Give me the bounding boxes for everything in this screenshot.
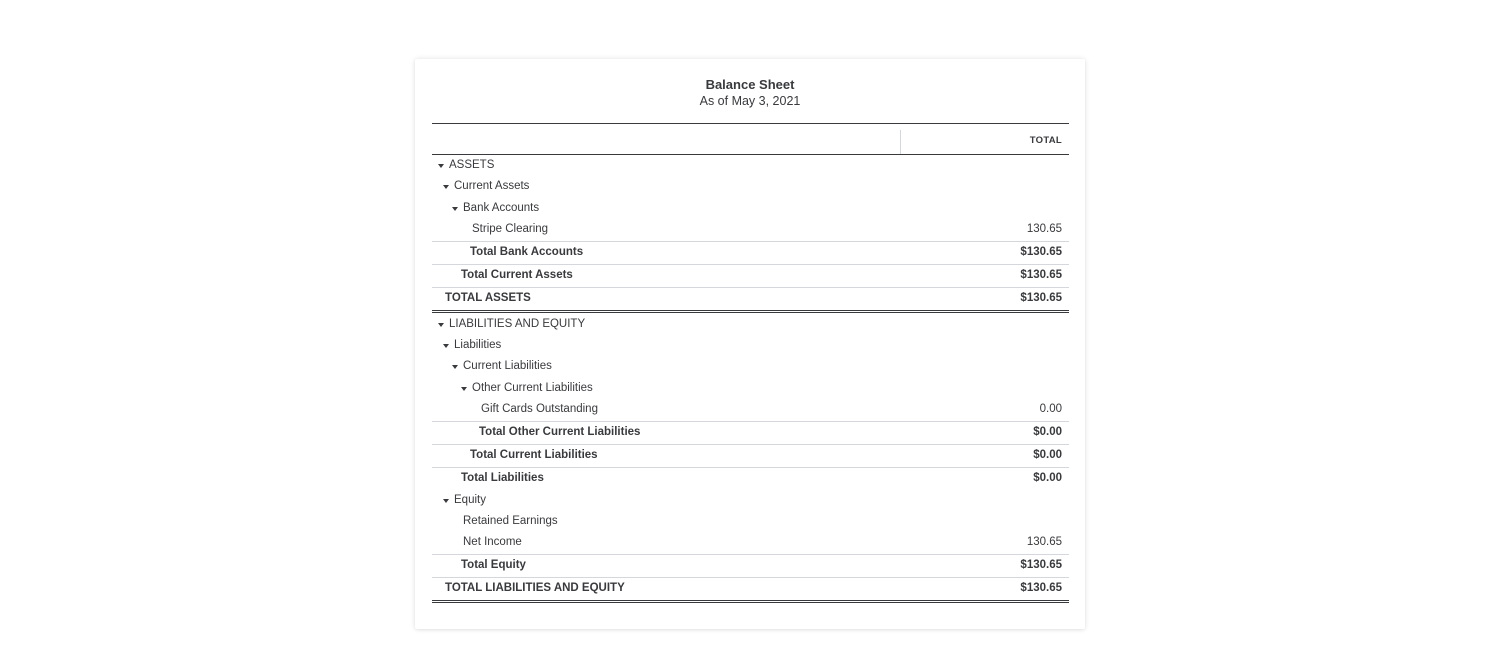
account-row-net-income[interactable]	[432, 532, 1069, 554]
row-label: Total Bank Accounts	[470, 245, 584, 258]
total-row-assets	[432, 287, 1069, 313]
row-label: Net Income	[463, 536, 522, 549]
row-label: ASSETS	[449, 159, 495, 171]
row-label: LIABILITIES AND EQUITY	[449, 317, 586, 330]
row-value[interactable]: 130.65	[1026, 536, 1062, 549]
total-row-liabilities-and-equity	[432, 577, 1069, 603]
section-row-liabilities-and-equity[interactable]	[432, 314, 1069, 335]
total-row-other-current-liabilities	[432, 422, 1069, 444]
balance-sheet-table	[432, 123, 1069, 603]
row-label: Current Liabilities	[463, 360, 552, 373]
total-row-liabilities	[432, 467, 1069, 490]
report-date: As of May 3, 2021	[699, 94, 801, 108]
row-value[interactable]: 130.65	[1026, 223, 1062, 236]
collapse-caret-icon[interactable]	[438, 164, 444, 168]
row-label: Bank Accounts	[463, 201, 540, 214]
account-row-gift-cards-outstanding[interactable]	[432, 399, 1069, 421]
table-header	[432, 123, 1069, 155]
row-value[interactable]: $130.65	[1020, 268, 1062, 281]
row-value[interactable]: $0.00	[1033, 471, 1062, 484]
row-label: Other Current Liabilities	[472, 381, 593, 394]
section-row-other-current-liabilities[interactable]	[432, 378, 1069, 399]
total-row-current-assets	[432, 264, 1069, 287]
collapse-caret-icon[interactable]	[443, 499, 449, 503]
section-row-equity[interactable]	[432, 490, 1069, 511]
section-row-bank-accounts[interactable]	[432, 198, 1069, 219]
row-label: Current Assets	[454, 180, 530, 193]
total-row-equity	[432, 555, 1069, 577]
section-row-assets[interactable]	[432, 155, 1069, 176]
total-row-current-liabilities	[432, 444, 1069, 467]
column-divider	[900, 130, 901, 154]
row-value[interactable]: $130.65	[1020, 245, 1062, 258]
row-value[interactable]: $0.00	[1033, 448, 1062, 461]
row-label: Total Equity	[461, 558, 526, 571]
collapse-caret-icon[interactable]	[438, 323, 444, 327]
row-label: TOTAL ASSETS	[445, 291, 531, 304]
row-value[interactable]: $130.65	[1020, 291, 1062, 304]
collapse-caret-icon[interactable]	[443, 344, 449, 348]
row-value[interactable]: $130.65	[1020, 558, 1062, 571]
row-label: Stripe Clearing	[472, 223, 549, 236]
column-header-total[interactable]: TOTAL	[1029, 135, 1062, 146]
row-value[interactable]: $0.00	[1033, 425, 1062, 438]
row-label: Total Other Current Liabilities	[479, 425, 641, 438]
section-row-current-assets[interactable]	[432, 176, 1069, 197]
total-row-bank-accounts	[432, 242, 1069, 264]
row-label: Equity	[454, 493, 486, 506]
row-label: TOTAL LIABILITIES AND EQUITY	[445, 581, 625, 594]
account-row-retained-earnings[interactable]	[432, 511, 1069, 532]
section-row-liabilities[interactable]	[432, 335, 1069, 356]
row-label: Total Liabilities	[461, 471, 544, 484]
row-label: Gift Cards Outstanding	[481, 403, 598, 416]
row-label: Total Current Liabilities	[470, 448, 598, 461]
row-value[interactable]: 0.00	[1039, 403, 1062, 416]
section-row-current-liabilities[interactable]	[432, 356, 1069, 377]
report-card	[415, 59, 1085, 629]
report-title: Balance Sheet	[705, 77, 795, 92]
collapse-caret-icon[interactable]	[443, 185, 449, 189]
account-row-stripe-clearing[interactable]	[432, 219, 1069, 241]
row-value[interactable]: $130.65	[1020, 581, 1062, 594]
collapse-caret-icon[interactable]	[452, 365, 458, 369]
collapse-caret-icon[interactable]	[452, 207, 458, 211]
row-label: Liabilities	[454, 338, 502, 351]
row-label: Total Current Assets	[461, 268, 573, 281]
collapse-caret-icon[interactable]	[461, 387, 467, 391]
row-label: Retained Earnings	[463, 514, 558, 527]
